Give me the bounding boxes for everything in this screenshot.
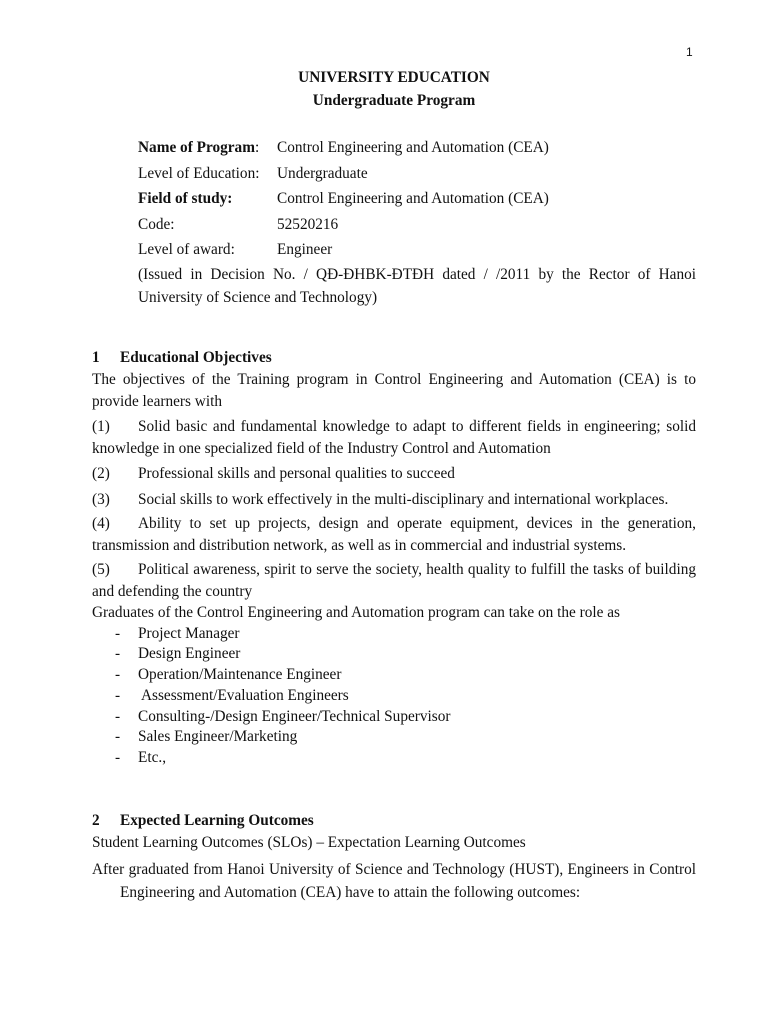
section-title: Expected Learning Outcomes [120, 812, 314, 829]
section-number: 2 [92, 812, 100, 829]
program-info-row [138, 188, 698, 214]
program-info-value: Control Engineering and Automation (CEA) [277, 190, 549, 207]
list-bullet: - [115, 728, 121, 746]
objective-text: Social skills to work effectively in the multi-disciplinary and international workplaces. [138, 490, 669, 508]
list-item [92, 624, 696, 645]
list-item [92, 748, 696, 769]
program-info-value: Undergraduate [277, 164, 368, 182]
list-bullet: - [115, 624, 121, 642]
title-line-2: Undergraduate Program [312, 91, 476, 109]
section-heading [92, 347, 696, 368]
list-item [92, 665, 696, 686]
program-info-label: Level of Education: [138, 164, 260, 182]
objective-item [92, 513, 696, 556]
program-info-value: 52520216 [277, 215, 339, 233]
program-info-row [138, 163, 698, 189]
objective-text: Ability to set up projects, design and operate equipment, devices in the generation, transmission and distribution network, as well as in commercial and industrial systems. [92, 515, 696, 554]
objective-text: Political awareness, spirit to serve the society, health quality to fulfill the tasks of building and defending the country [92, 561, 696, 600]
objective-number: (2) [92, 465, 110, 482]
section-expected-learning-outcomes [92, 810, 696, 904]
program-info-value: Control Engineering and Automation (CEA) [277, 139, 549, 156]
document-title [92, 67, 696, 112]
program-info-label: Field of study: [138, 190, 233, 207]
list-item [92, 707, 696, 728]
program-name-label: Name of Program [138, 139, 255, 156]
role-text: Operation/Maintenance Engineer [138, 666, 342, 684]
program-info-label [138, 137, 277, 158]
program-info-row [138, 214, 698, 240]
role-text: Assessment/Evaluation Engineers [138, 686, 349, 704]
objective-number: (5) [92, 561, 110, 578]
role-text: Consulting-/Design Engineer/Technical Supervisor [138, 707, 451, 725]
list-bullet: - [115, 749, 121, 767]
list-bullet: - [115, 707, 121, 725]
role-text: Project Manager [138, 624, 240, 642]
objective-number: (3) [92, 490, 110, 508]
objective-number: (1) [92, 418, 110, 435]
section-title: Educational Objectives [120, 349, 272, 366]
program-info [138, 137, 698, 265]
objective-item [92, 559, 696, 602]
objective-item [92, 416, 696, 459]
section-subtitle: Student Learning Outcomes (SLOs) – Expectation Learning Outcomes [92, 834, 526, 851]
program-info-label: Code: [138, 215, 175, 233]
list-bullet: - [115, 686, 121, 704]
title-line-1: UNIVERSITY EDUCATION [298, 69, 490, 86]
page-number: 1 [686, 45, 693, 59]
section-number: 1 [92, 349, 100, 366]
decision-note: (Issued in Decision No. / QĐ-ĐHBK-ĐTĐH dated / /2011 by the Rector of Hanoi University of Science and Technology) [138, 266, 696, 306]
objective-number: (4) [92, 515, 110, 532]
outcomes-intro: After graduated from Hanoi University of Science and Technology (HUST), Engineers in Control Engineering and Automation (CEA) have to attain the following outcomes: [92, 860, 696, 901]
role-text: Design Engineer [138, 645, 241, 663]
roles-intro: Graduates of the Control Engineering and Automation program can take on the role as [92, 604, 621, 621]
list-item [92, 644, 696, 665]
objective-text: Solid basic and fundamental knowledge to adapt to different fields in engineering; solid knowledge in one specialized field of the Industry Control and Automation [92, 418, 696, 457]
program-info-row [138, 239, 698, 265]
section-educational-objectives [92, 347, 696, 769]
objectives-intro: The objectives of the Training program in Control Engineering and Automation (CEA) is to provide learners with [92, 371, 696, 410]
list-item [92, 727, 696, 748]
objective-item [92, 463, 696, 485]
roles-list [92, 624, 696, 770]
program-info-row [138, 137, 698, 163]
role-text: Sales Engineer/Marketing [138, 728, 298, 746]
section-heading [92, 810, 696, 831]
list-bullet: - [115, 666, 121, 684]
list-item [92, 686, 696, 707]
objective-text: Professional skills and personal qualities to succeed [138, 465, 455, 482]
objective-item [92, 489, 696, 511]
program-name-colon: : [254, 139, 260, 156]
program-info-value: Engineer [277, 241, 333, 258]
role-text: Etc., [138, 749, 167, 767]
program-info-label: Level of award: [138, 241, 235, 258]
list-bullet: - [115, 645, 121, 663]
